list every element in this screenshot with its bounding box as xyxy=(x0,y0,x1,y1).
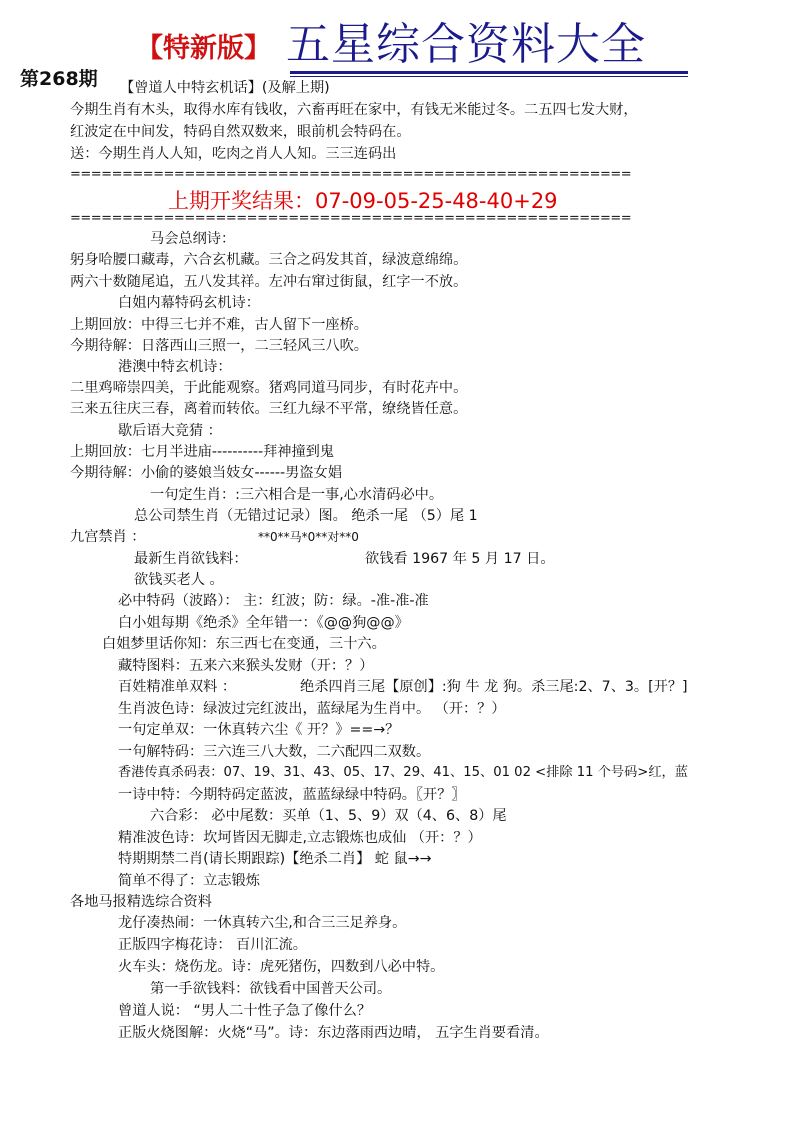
text-line: 白姐梦里话你知：东三西七在变通，三十六。 xyxy=(102,636,386,652)
section-heading: 歇后语大竞猜 ： xyxy=(118,423,222,439)
text-line: 绝杀四肖三尾【原创】:狗 牛 龙 狗。杀三尾:2、7、3。[开？] xyxy=(300,679,688,695)
text-line: 红波定在中间发，特码自然双数来，眼前机会特码在。 xyxy=(70,124,411,140)
text-line: 正版火烧图解：火烧“马”。诗：东边落雨西边晴， 五字生肖要看清。 xyxy=(118,1025,549,1041)
text-line: 欲钱买老人 。 xyxy=(134,572,224,588)
text-line: 今期待解：日落西山三照一，二三轻风三八吹。 xyxy=(70,338,368,354)
text-line: 两六十数随尾追，五八发其祥。左冲右窜过街鼠，红字一不放。 xyxy=(70,274,468,290)
text-line: 【曾道人中特玄机话】(及解上期) xyxy=(120,80,330,96)
text-line: 六合彩： 必中尾数：买单（1、5、9）双（4、6、8）尾 xyxy=(150,808,507,824)
text-line: 九宫禁肖 ： xyxy=(70,529,146,545)
text-line: 龙仔凑热闹：一休真转六尘,和合三三足养身。 xyxy=(118,915,407,931)
last-draw-result: 上期开奖结果：07-09-05-25-48-40+29 xyxy=(168,189,558,213)
section-heading: 白姐内幕特码玄机诗： xyxy=(118,295,260,311)
text-line: 送：今期生肖人人知，吃肉之肖人人知。三三连码出 xyxy=(70,146,397,162)
text-line: 上期回放：中得三七并不难，古人留下一座桥。 xyxy=(70,317,368,333)
text-line: 今期生肖有木头，取得水库有钱收，六畜再旺在家中，有钱无米能过冬。二五四七发大财， xyxy=(70,102,638,118)
text-line: 二里鸡啼崇四美，于此能观察。猪鸡同道马同步，有时花卉中。 xyxy=(70,380,468,396)
text-line: 一句解特码：三六连三八大数，二六配四二双数。 xyxy=(118,744,431,760)
text-line: 今期待解：小偷的婆娘当妓女------男盗女娼 xyxy=(70,465,342,481)
text-line: 正版四字梅花诗： 百川汇流。 xyxy=(118,937,307,953)
text-line: 躬身哈腰口藏毒，六合玄机藏。三合之码发其首，绿波意绵绵。 xyxy=(70,252,468,268)
text-line: 百姓精准单双料 ： xyxy=(118,679,237,695)
text-line: 简单不得了：立志锻炼 xyxy=(118,873,260,889)
issue-number: 第268期 xyxy=(20,68,98,90)
text-line: 上期回放：七月半进庙----------拜神撞到鬼 xyxy=(70,444,335,460)
text-line: 火车头：烧伤龙。诗：虎死猪伤，四数到八必中特。 xyxy=(118,959,445,975)
text-line: 香港传真杀码表：07、19、31、43、05、17、29、41、15、01 02 <排除 11 个号码>红，蓝 xyxy=(118,765,688,780)
text-line: 必中特码（波路）： 主：红波；防：绿。-准-准-准 xyxy=(118,593,429,609)
text-line: 总公司禁生肖（无错过记录）图。 绝杀一尾 （5）尾 1 xyxy=(134,508,478,524)
edition-label: 【特新版】 xyxy=(136,33,271,64)
text-line: 一句定生肖：:三六相合是一事,心水清码必中。 xyxy=(150,487,444,503)
separator-line: ====================================================== xyxy=(70,168,632,182)
title-underline-thin xyxy=(290,76,688,77)
text-line: 白小姐每期《绝杀》全年错一：《@@狗@@》 xyxy=(118,615,409,631)
section-heading: 各地马报精选综合资料 xyxy=(70,894,212,910)
text-line: 精准波色诗：坎坷皆因无脚走,立志锻炼也成仙 （开：？） xyxy=(118,830,482,846)
section-heading: 马会总纲诗： xyxy=(150,231,236,247)
title-underline xyxy=(290,71,688,74)
section-heading: 港澳中特玄机诗： xyxy=(118,359,232,375)
separator-line: ====================================================== xyxy=(70,212,632,226)
text-line: 特期期禁二肖(请长期跟踪)【绝杀二肖】 蛇 鼠→→ xyxy=(118,851,432,867)
text-line: 欲钱看 1967 年 5 月 17 日。 xyxy=(365,551,555,567)
text-line: 最新生肖欲钱料： xyxy=(134,551,248,567)
text-line: 一诗中特：今期特码定蓝波，蓝蓝绿绿中特码。〖开？〗 xyxy=(118,787,466,803)
main-title: 五星综合资料大全 xyxy=(286,19,646,70)
text-line: **0**马*0**对**0 xyxy=(258,530,359,544)
text-line: 一句定单双：一休真转六尘《 开？》==→？ xyxy=(118,722,400,738)
text-line: 藏特图料：五来六来猴头发财（开：？） xyxy=(118,658,374,674)
text-line: 曾道人说： “男人二十性子急了像什么？ xyxy=(118,1003,372,1019)
text-line: 生肖波色诗：绿波过完红波出，蓝绿尾为生肖中。 （开：？） xyxy=(118,701,506,717)
text-line: 第一手欲钱料：欲钱看中国普天公司。 xyxy=(150,981,392,997)
text-line: 三来五往庆三春，离着而转依。三红九绿不平常，缭绕皆任意。 xyxy=(70,401,468,417)
